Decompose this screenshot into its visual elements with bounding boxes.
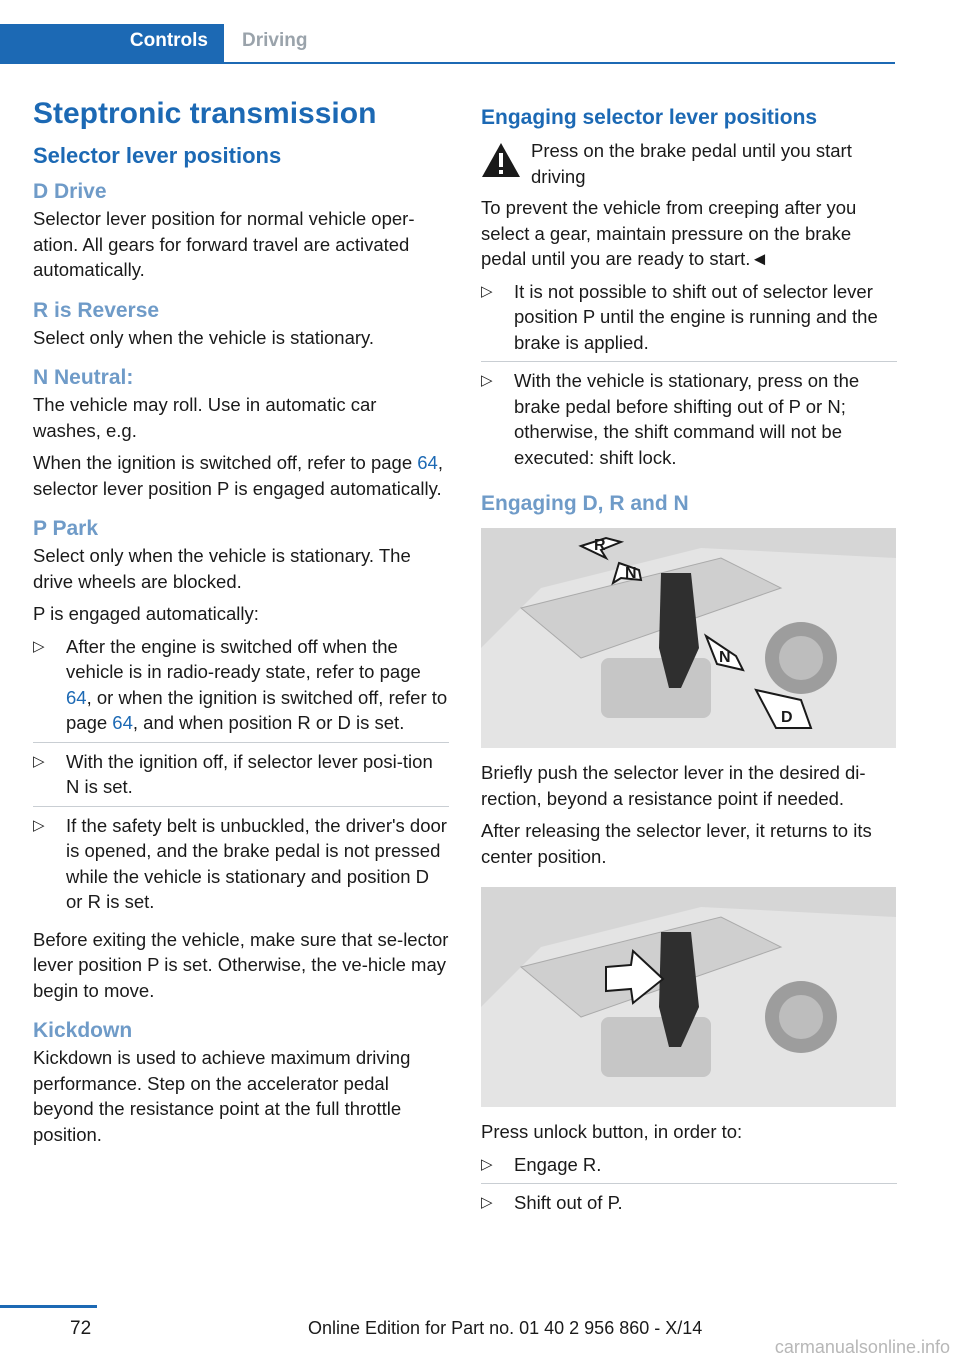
selector-lever-figure-2 bbox=[481, 887, 896, 1107]
reverse-text: Select only when the vehicle is stationary. bbox=[33, 326, 375, 348]
page-link[interactable]: 64 bbox=[66, 686, 87, 708]
drn-section bbox=[481, 490, 897, 1222]
triangle-bullet-icon: ▷ bbox=[481, 372, 493, 389]
list-item: ▷ With the vehicle is stationary, press on the brake pedal before shifting out of P or N; otherwise, the shift command will not be executed: shift lock. bbox=[481, 370, 860, 468]
list-item: ▷ Engage R. bbox=[481, 1152, 897, 1185]
left-column bbox=[33, 96, 449, 1154]
warning-note bbox=[481, 138, 897, 189]
drive-text: Selector lever position for normal vehicle oper‐ation. All gears for forward travel are activated automatically. bbox=[33, 208, 415, 280]
tab-controls[interactable]: Controls bbox=[0, 24, 224, 62]
unlock-list bbox=[481, 1152, 897, 1222]
edition-text: Online Edition for Part no. 01 40 2 956 860 - X/14 bbox=[308, 1318, 703, 1338]
kickdown-heading: Kickdown bbox=[33, 1019, 133, 1042]
reverse-section bbox=[33, 297, 449, 351]
neutral-text-1: The vehicle may roll. Use in automatic car washes, e.g. bbox=[33, 394, 377, 441]
drive-heading: D Drive bbox=[33, 180, 107, 203]
list-item: ▷ After the engine is switched off when the vehicle is in radio-ready state, refer to page 64, or when the ignition is switched off, refer to page 64, and when position R or D is set. bbox=[33, 634, 449, 743]
selector-lever-illustration bbox=[481, 528, 896, 748]
triangle-bullet-icon: ▷ bbox=[33, 637, 45, 655]
page-title: Steptronic transmission bbox=[33, 97, 377, 130]
list-item: ▷ With the ignition off, if selector lever posi‐tion N is set. bbox=[33, 749, 449, 807]
figure-label-n: N bbox=[719, 649, 731, 666]
park-text-2: P is engaged automatically: bbox=[33, 603, 259, 624]
warning-text: Press on the brake pedal until you start driving bbox=[531, 140, 852, 187]
park-heading: P Park bbox=[33, 517, 98, 540]
watermark: carmanualsonline.info bbox=[774, 1337, 950, 1357]
chapter-tab-bar bbox=[0, 0, 895, 64]
figure-label-d: D bbox=[781, 709, 793, 726]
neutral-section bbox=[33, 364, 449, 501]
triangle-bullet-icon: ▷ bbox=[481, 282, 493, 300]
page-link[interactable]: 64 bbox=[112, 712, 133, 733]
footer-rule bbox=[0, 1305, 97, 1308]
selector-lever-figure-1 bbox=[481, 528, 896, 748]
triangle-bullet-icon: ▷ bbox=[481, 1194, 493, 1211]
triangle-bullet-icon: ▷ bbox=[481, 1155, 493, 1173]
tab-driving[interactable]: Driving bbox=[242, 30, 308, 51]
figure-label-n: N bbox=[625, 565, 637, 582]
list-item: ▷ It is not possible to shift out of selector lever position P until the engine is running and the brake is applied. bbox=[481, 279, 897, 363]
drn-heading: Engaging D, R and N bbox=[481, 492, 689, 515]
triangle-bullet-icon: ▷ bbox=[33, 816, 45, 834]
list-item: ▷ If the safety belt is unbuckled, the driver's door is opened, and the brake pedal is not pressed while the vehicle is stationary and position D or R is set. bbox=[33, 814, 447, 912]
drive-section bbox=[33, 178, 449, 283]
drn-text-1: Briefly push the selector lever in the desired di‐rection, beyond a resistance point if needed. bbox=[481, 762, 866, 809]
neutral-text-2: When the ignition is switched off, refer to page 64, selector lever position P is engaged automatically. bbox=[33, 452, 443, 499]
park-text-3: Before exiting the vehicle, make sure that se‐lector lever position P is set. Otherwise, the ve‐hicle may begin to move. bbox=[33, 928, 449, 1001]
engaging-heading: Engaging selector lever positions bbox=[481, 106, 818, 129]
triangle-bullet-icon: ▷ bbox=[33, 752, 45, 770]
engaging-text: To prevent the vehicle from creeping after you select a gear, maintain pressure on the brake pedal until you are ready to start.◄ bbox=[481, 197, 857, 269]
drn-text-2: After releasing the selector lever, it returns to its center position. bbox=[481, 820, 872, 867]
park-conditions-list bbox=[33, 634, 449, 921]
drn-text-3: Press unlock button, in order to: bbox=[481, 1121, 743, 1142]
park-section bbox=[33, 515, 449, 1003]
warning-triangle-icon bbox=[481, 142, 521, 178]
engaging-list bbox=[481, 279, 897, 477]
list-item: ▷ Shift out of P. bbox=[481, 1190, 897, 1222]
page-number: 72 bbox=[70, 1318, 92, 1339]
kickdown-section bbox=[33, 1017, 449, 1147]
figure-label-r: R bbox=[594, 537, 606, 554]
section-title: Selector lever positions bbox=[33, 143, 282, 168]
page-link[interactable]: 64 bbox=[417, 452, 438, 473]
neutral-heading: N Neutral: bbox=[33, 366, 134, 389]
kickdown-text: Kickdown is used to achieve maximum driving performance. Step on the accelerator pedal beyond the resistance point at the full throttle position. bbox=[33, 1047, 411, 1145]
park-text-1: Select only when the vehicle is stationary. The drive wheels are blocked. bbox=[33, 545, 411, 592]
unlock-button-illustration bbox=[481, 887, 896, 1107]
right-column bbox=[481, 104, 897, 1228]
reverse-heading: R is Reverse bbox=[33, 298, 160, 322]
